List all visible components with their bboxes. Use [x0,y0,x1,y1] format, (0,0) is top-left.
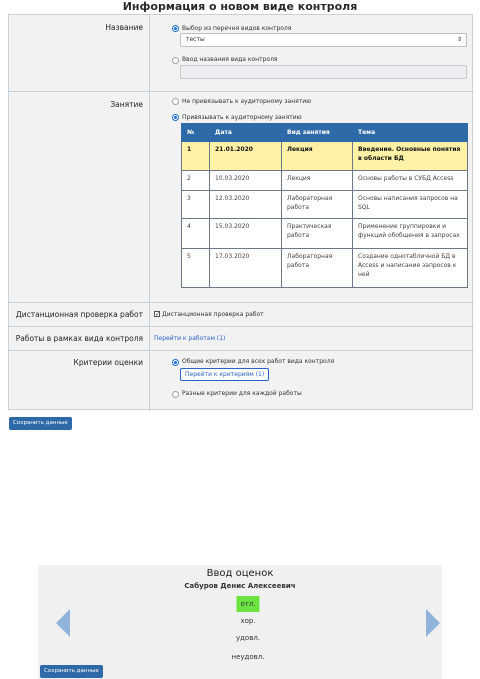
col-topic: Тема [353,124,468,142]
grade-option-satisfactory[interactable]: удовл. [235,634,261,642]
cell-num: 5 [182,249,210,288]
row-remote [9,303,474,327]
name-opt2-radio[interactable] [172,57,179,64]
lesson-opt2-radio[interactable] [172,114,179,121]
cell-date: 21.01.2020 [210,142,282,171]
table-row[interactable] [182,142,468,171]
cell-topic: Применение группировки и функций обобщения в запросах [353,219,468,249]
control-form [8,14,473,410]
criteria-button[interactable]: Перейти к критериям (1) [180,368,269,381]
lesson-opt2-label: Привязывать к аудиторному занятию [182,114,302,121]
works-body [149,327,474,350]
grade-save-button[interactable]: Сохранить данные [40,665,103,678]
save-button[interactable]: Сохранить данные [9,417,72,430]
criteria-body [149,351,474,411]
col-num: № [182,124,210,142]
cell-date: 17.03.2020 [210,249,282,288]
col-type: Вид занятия [282,124,353,142]
works-label: Работы в рамках вида контроля [15,334,143,343]
table-row[interactable] [182,249,468,288]
works-link[interactable]: Перейти к работам (1) [154,335,226,342]
cell-date: 12.03.2020 [210,191,282,219]
cell-topic: Введение. Основные понятия в области БД [353,142,468,171]
criteria-opt2-radio[interactable] [172,391,179,398]
cell-type: Лабораторная работа [282,249,353,288]
cell-date: 10.03.2020 [210,171,282,191]
row-name [9,15,474,92]
student-name: Сабуров Денис Алексеевич [184,582,296,590]
remote-body [149,303,474,326]
lesson-label: Занятие [110,100,143,109]
cell-type: Лабораторная работа [282,191,353,219]
name-opt2-label: Ввод названия вида контроля [182,56,278,63]
criteria-opt1-radio[interactable] [172,359,179,366]
control-type-select[interactable] [180,33,467,47]
form-title: Информация о новом виде контроля [122,0,358,13]
criteria-opt2-label: Разные критерии для каждой работы [182,390,302,397]
control-name-input[interactable] [180,65,467,79]
name-opt1-label: Выбор из перечня видов контроля [182,25,292,32]
lesson-opt1-label: Не привязывать к аудиторному занятию [182,98,312,105]
cell-type: Практическая работа [282,219,353,249]
remote-checkbox[interactable] [154,311,160,317]
cell-type: Лекция [282,142,353,171]
check-icon: ✓ [155,311,161,318]
cell-num: 3 [182,191,210,219]
lessons-table [181,123,468,288]
remote-label: Дистанционная проверка работ [15,310,143,319]
criteria-label: Критерии оценки [73,358,143,367]
col-date: Дата [210,124,282,142]
name-body [149,15,474,91]
remote-checkbox-label: Дистанционная проверка работ [162,311,264,318]
cell-type: Лекция [282,171,353,191]
cell-topic: Основы написания запросов на SQL [353,191,468,219]
cell-topic: Основы работы в СУБД Access [353,171,468,191]
chevron-updown-icon: ⇕ [456,36,462,43]
grade-title: Ввод оценок [206,568,274,579]
table-row[interactable] [182,191,468,219]
table-row[interactable] [182,171,468,191]
row-works [9,327,474,351]
arrow-left-icon[interactable] [56,609,70,637]
cell-topic: Создание однотабличной БД в Access и написание запросов к ней [353,249,468,288]
grade-option-good[interactable]: хор. [240,617,256,625]
grade-option-unsatisfactory[interactable]: неудовл. [231,653,265,661]
cell-num: 2 [182,171,210,191]
grade-panel [38,565,442,679]
table-row[interactable] [182,219,468,249]
name-label: Название [105,23,143,32]
row-criteria [9,351,474,411]
cell-num: 1 [182,142,210,171]
name-opt1-radio[interactable] [172,25,179,32]
cell-num: 4 [182,219,210,249]
table-header-row [182,124,468,142]
grade-option-excellent[interactable]: отл. [236,596,259,612]
criteria-opt1-label: Общие критерии для всех работ вида контроля [182,358,335,365]
cell-date: 15.03.2020 [210,219,282,249]
lesson-opt1-radio[interactable] [172,98,179,105]
arrow-right-icon[interactable] [426,609,440,637]
select-value: тесты [186,36,205,43]
